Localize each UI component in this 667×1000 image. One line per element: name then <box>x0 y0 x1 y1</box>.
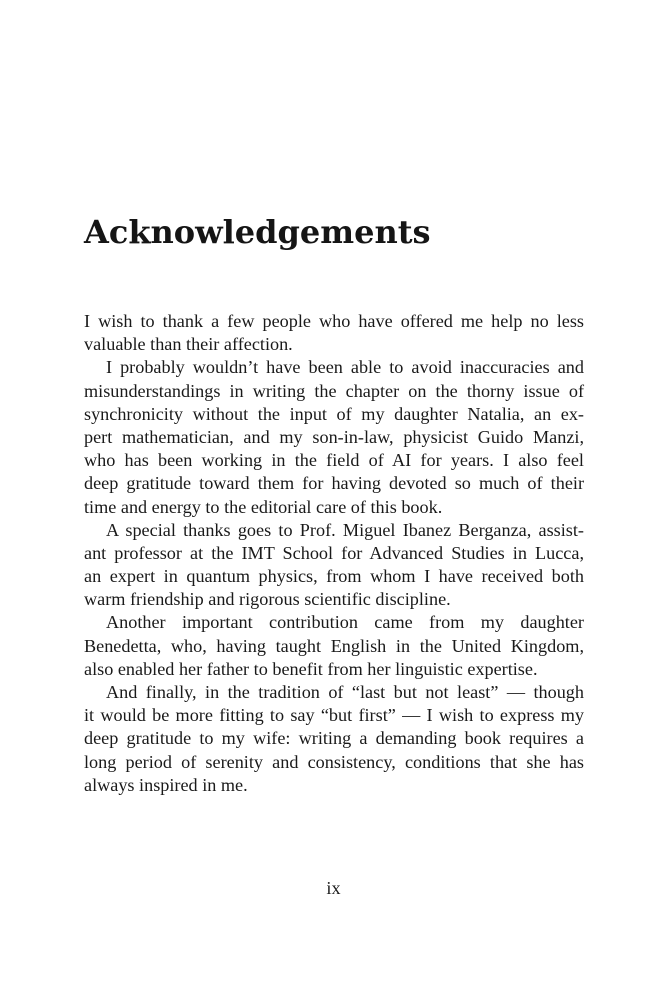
text-line: long period of serenity and consistency, conditions that she has <box>84 751 584 772</box>
text-line: valuable than their affection. <box>84 334 293 355</box>
paragraph <box>84 519 584 612</box>
text-line: who has been working in the field of AI for years. I also feel <box>84 450 584 471</box>
text-line: an expert in quantum physics, from whom I have received both <box>84 566 584 587</box>
text-line: warm friendship and rigorous scientific discipline. <box>84 589 451 610</box>
text-line: time and energy to the editorial care of this book. <box>84 496 443 517</box>
text-line: also enabled her father to benefit from her linguistic expertise. <box>84 658 538 679</box>
text-line: it would be more fitting to say “but first” — I wish to express my <box>84 705 584 726</box>
paragraph <box>84 310 584 356</box>
text-line: pert mathematician, and my son-in-law, physicist Guido Manzi, <box>84 426 584 447</box>
chapter-body <box>84 310 584 797</box>
text-line: Benedetta, who, having taught English in the United Kingdom, <box>84 635 584 656</box>
paragraph <box>84 356 584 518</box>
text-line: deep gratitude toward them for having devoted so much of their <box>84 473 584 494</box>
paragraph <box>84 611 584 681</box>
text-line: Another important contribution came from my daughter <box>106 612 584 633</box>
text-line: And finally, in the tradition of “last but not least” — though <box>106 682 584 702</box>
text-line: synchronicity without the input of my daughter Natalia, an ex- <box>84 403 584 424</box>
text-line: A special thanks goes to Prof. Miguel Ibanez Berganza, assist- <box>106 519 584 540</box>
text-line: always inspired in me. <box>84 774 248 795</box>
text-line: misunderstandings in writing the chapter on the thorny issue of <box>84 380 584 401</box>
chapter-title: Acknowledgements <box>84 213 431 251</box>
text-line: ant professor at the IMT School for Advanced Studies in Lucca, <box>84 542 584 563</box>
text-line: deep gratitude to my wife: writing a demanding book requires a <box>84 728 584 749</box>
paragraph <box>84 681 584 797</box>
text-line: I wish to thank a few people who have offered me help no less <box>84 311 584 331</box>
page-number: ix <box>326 878 341 898</box>
text-line: I probably wouldn’t have been able to avoid inaccuracies and <box>106 357 584 378</box>
